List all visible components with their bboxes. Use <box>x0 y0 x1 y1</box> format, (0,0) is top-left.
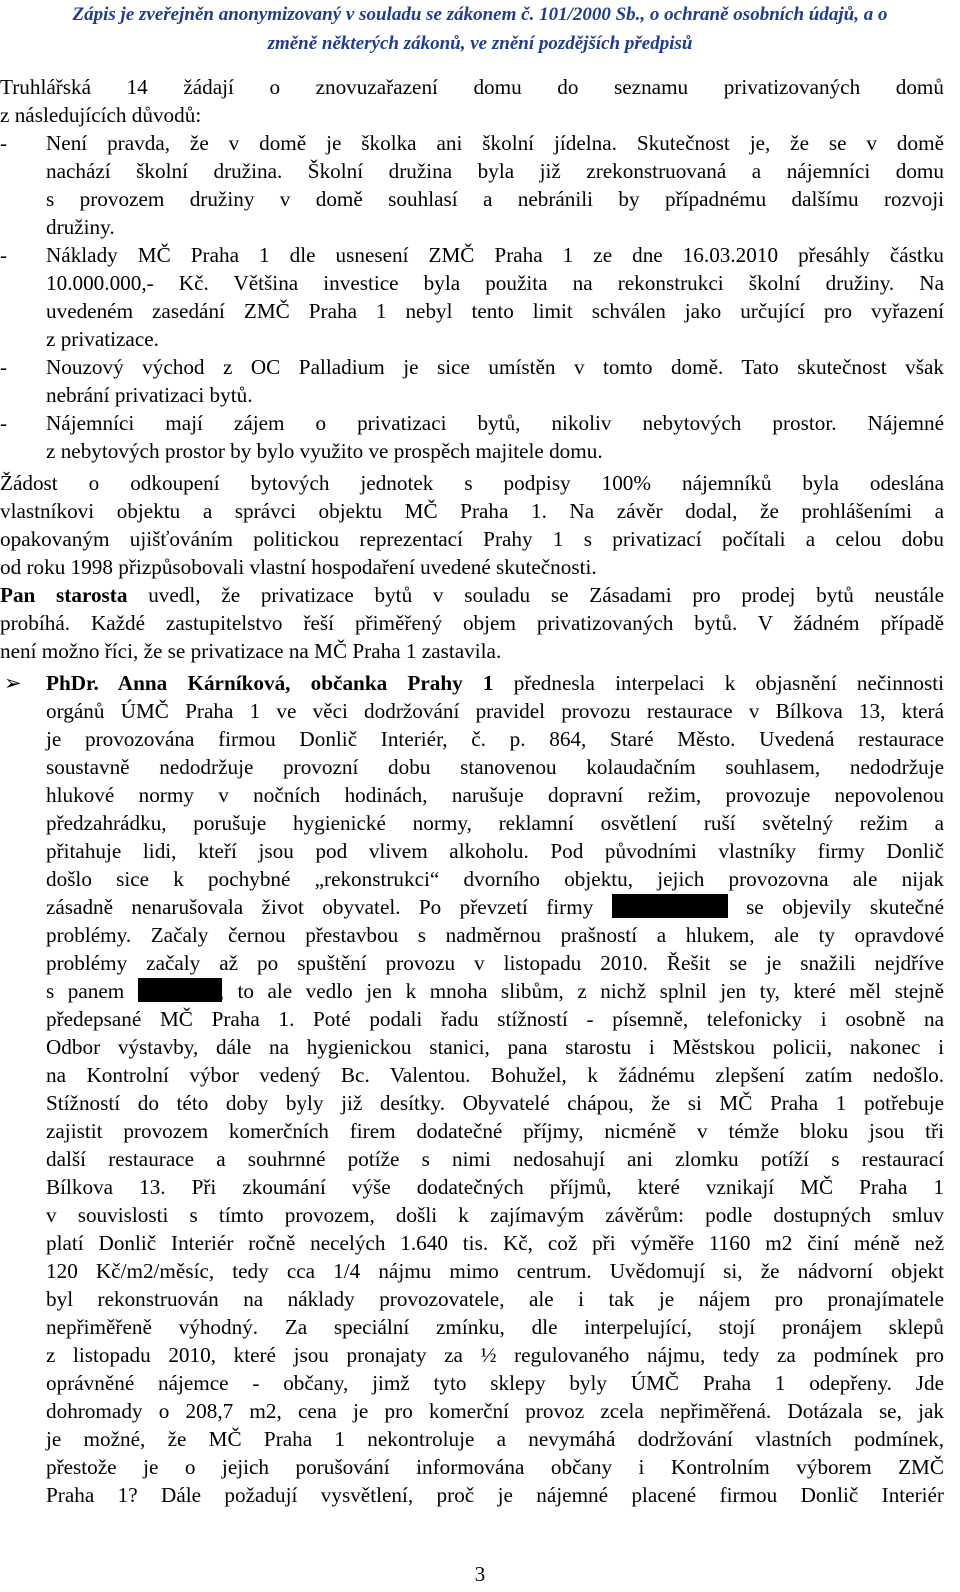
reason-3-line-2: nebrání privatizaci bytů. <box>46 383 253 407</box>
arrow-bullet-icon: ➢ <box>4 671 22 695</box>
interpellation-line-1: PhDr. Anna Kárníková, občanka Prahy 1 přednesla interpelaci k objasnění nečinnosti <box>46 671 944 695</box>
speaker-name: PhDr. Anna Kárníková, občanka Prahy 1 <box>46 671 494 695</box>
mayor-line-3: není možno říci, že se privatizace na MČ Praha 1 zastavila. <box>0 639 502 663</box>
interpellation-line-4: soustavně nedodržuje provozní dobu stanovenou kolaudačním souhlasem, nedodržuje <box>46 755 944 779</box>
interpellation-line-26: oprávněné nájemce - občany, jimž tyto sklepy byly ÚMČ Praha 1 odepřeny. Jde <box>46 1371 944 1395</box>
interpellation-line-22: 120 Kč/m2/měsíc, tedy cca 1/4 nájmu mimo centrum. Uvědomují si, že nádvorní objekt <box>46 1259 944 1283</box>
reason-2-line-2: 10.000.000,- Kč. Většina investice byla použita na rekonstrukci školní družiny. Na <box>46 271 944 295</box>
header-line-1: Zápis je zveřejněn anonymizovaný v souladu se zákonem č. 101/2000 Sb., o ochraně osobních údajů, a o <box>72 4 888 25</box>
list-dash: - <box>0 131 8 155</box>
interpellation-line-2: orgánů ÚMČ Praha 1 ve věci dodržování pravidel provozu restaurace v Bílkova 13, která <box>46 699 944 723</box>
list-dash: - <box>0 243 8 267</box>
reason-1-line-3: s provozem družiny v domě souhlasí a nebránili by případnému dalšímu rozvoji <box>46 187 944 211</box>
interpellation-line-18: další restaurace a souhrnné potíže s nimi nedosahují ani zlomku potíží s restaurací <box>46 1147 944 1171</box>
interpellation-line-23: byl rekonstruován na náklady provozovatele, ale i tak je nájem pro pronajímatele <box>46 1287 944 1311</box>
interpellation-line-19: Bílkova 13. Při zkoumání výše dodatečných příjmů, které vznikají MČ Praha 1 <box>46 1175 944 1199</box>
reason-1-line-2: nachází školní družina. Školní družina byla již zrekonstruovaná a nájemníci domu <box>46 159 944 183</box>
interpellation-line-10: problémy. Začaly černou přestavbou s nadměrnou prašností a hlukem, ale ty opravdové <box>46 923 944 947</box>
interpellation-line-11: problémy začaly až po spuštění provozu v listopadu 2010. Řešit se je snažili nejdříve <box>46 951 944 975</box>
interpellation-line-21: platí Donlič Interiér ročně necelých 1.640 tis. Kč, což při výměře 1160 m2 činí méně než <box>46 1231 944 1255</box>
header-line-2: změně některých zákonů, ve znění pozdějších předpisů <box>267 33 693 54</box>
interpellation-line-14: Odbor výstavby, dále na hygienickou stanici, pana starostu i Městskou policii, nakonec i <box>46 1035 944 1059</box>
mayor-line-2: probíhá. Každé zastupitelstvo řeší přiměřený objem privatizovaných bytů. V žádném případě <box>0 611 944 635</box>
redaction-block <box>138 978 222 1002</box>
mayor-line-1: Pan starosta uvedl, že privatizace bytů v souladu se Zásadami pro prodej bytů neustále <box>0 583 944 607</box>
page-number: 3 <box>474 1562 486 1586</box>
interpellation-line-8: došlo sice k pochybné „rekonstrukci“ dvorního objektu, jejich provozovna ale nijak <box>46 867 944 891</box>
intro-line-2: z následujících důvodů: <box>0 103 202 127</box>
interpellation-line-15: na Kontrolní výbor vedený Bc. Valentou. Bohužel, k žádnému zlepšení zatím nedošlo. <box>46 1063 944 1087</box>
anonymization-header <box>0 0 960 58</box>
request-line-2: vlastníkovi objektu a správci objektu MČ Praha 1. Na závěr dodal, že prohlášeními a <box>0 499 944 523</box>
reason-4-line-2: z nebytových prostor by bylo využito ve prospěch majitele domu. <box>46 439 603 463</box>
intro-line-1: Truhlářská 14 žádají o znovuzařazení domu do seznamu privatizovaných domů <box>0 75 944 99</box>
interpellation-line-27: dohromady o 208,7 m2, cena je pro komerční provoz zcela nepřiměřená. Dotázala se, jak <box>46 1399 944 1423</box>
interpellation-line-25: z listopadu 2010, které jsou pronajaty za ½ regulovaného nájmu, tedy za podmínek pro <box>46 1343 944 1367</box>
speaker-name: Pan starosta <box>0 583 128 607</box>
interpellation-line-7: přitahuje lidi, kteří jsou pod vlivem alkoholu. Pod původními vlastníky firmy Donlič <box>46 839 944 863</box>
interpellation-line-9: zásadně nenarušovala život obyvatel. Po převzetí firmy se objevily skutečné <box>46 895 945 919</box>
interpellation-line-12: s panem , to ale vedlo jen k mnoha slibům, z nichž splnil jen ty, které měl stejně <box>46 979 944 1003</box>
list-dash: - <box>0 411 8 435</box>
reason-2-line-1: Náklady MČ Praha 1 dle usnesení ZMČ Praha 1 ze dne 16.03.2010 přesáhly částku <box>46 243 944 267</box>
interpellation-line-17: zajistit provozem komerčních firem dodatečné příjmy, nicméně v témže bloku jsou tři <box>46 1119 944 1143</box>
interpellation-line-29: přestože je o jejich porušování informována občany i Kontrolním výborem ZMČ <box>46 1455 944 1479</box>
interpellation-line-30: Praha 1? Dále požadují vysvětlení, proč je nájemné placené firmou Donlič Interiér <box>46 1483 944 1507</box>
interpellation-line-5: hlukové normy v nočních hodinách, narušuje dopravní režim, provozuje nepovolenou <box>46 783 944 807</box>
interpellation-line-16: Stížností do této doby byly již desítky. Obyvatelé chápou, že si MČ Praha 1 potřebuje <box>46 1091 944 1115</box>
reason-1-line-4: družiny. <box>46 215 115 239</box>
reason-2-line-4: z privatizace. <box>46 327 159 351</box>
interpellation-line-3: je provozována firmou Donlič Interiér, č. p. 864, Staré Město. Uvedená restaurace <box>46 727 944 751</box>
reason-2-line-3: uvedeném zasedání ZMČ Praha 1 nebyl tento limit schválen jako určující pro vyřazení <box>46 299 944 323</box>
interpellation-line-13: předepsané MČ Praha 1. Poté podali řadu stížností - písemně, telefonicky i osobně na <box>46 1007 944 1031</box>
list-dash: - <box>0 355 8 379</box>
reason-4-line-1: Nájemníci mají zájem o privatizaci bytů, nikoliv nebytových prostor. Nájemné <box>46 411 944 435</box>
reason-3-line-1: Nouzový východ z OC Palladium je sice umístěn v tomto domě. Tato skutečnost však <box>46 355 944 379</box>
request-line-3: opakovaným ujišťováním politickou reprezentací Prahy 1 s privatizací počítali a celou dobu <box>0 527 944 551</box>
reason-1-line-1: Není pravda, že v domě je školka ani školní jídelna. Skutečnost je, že se v domě <box>46 131 944 155</box>
redaction-block <box>612 894 728 918</box>
interpellation-line-6: předzahrádku, porušuje hygienické normy, reklamní osvětlení ruší světelný režim a <box>46 811 944 835</box>
request-line-4: od roku 1998 přizpůsobovali vlastní hospodaření uvedené skutečnosti. <box>0 555 597 579</box>
request-line-1: Žádost o odkoupení bytových jednotek s podpisy 100% nájemníků byla odeslána <box>0 471 944 495</box>
interpellation-line-28: je možné, že MČ Praha 1 nekontroluje a nevymáhá dodržování vlastních podmínek, <box>46 1427 944 1451</box>
interpellation-line-24: nepřiměřeně výhodný. Za speciální zmínku, dle interpelující, stojí pronájem sklepů <box>46 1315 944 1339</box>
interpellation-line-20: v souvislosti s tímto provozem, došli k zajímavým závěrům: podle dostupných smluv <box>46 1203 944 1227</box>
